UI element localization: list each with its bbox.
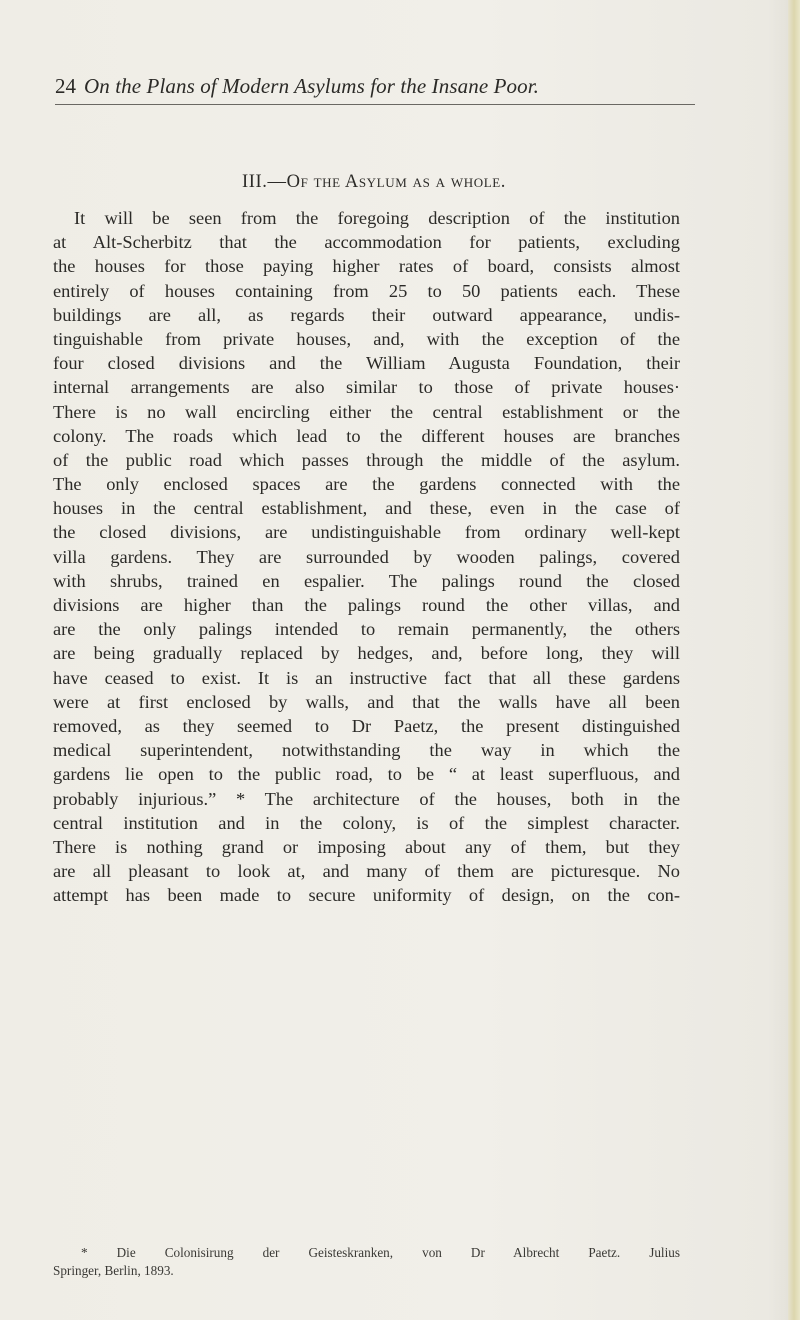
text-line: have ceased to exist. It is an instructive fact that all these gardens: [53, 667, 680, 688]
footnote: [53, 1244, 680, 1280]
text-line: gardens lie open to the public road, to be “ at least superfluous, and: [53, 764, 680, 785]
section-heading: III.—Of the Asylum as a whole.: [242, 172, 506, 192]
text-line: internal arrangements are also similar to those of private houses·: [53, 377, 680, 398]
text-line: are the only palings intended to remain permanently, the others: [53, 619, 680, 640]
text-line: villa gardens. They are surrounded by wooden palings, covered: [53, 546, 680, 567]
text-line: entirely of houses containing from 25 to 50 patients each. These: [53, 280, 680, 301]
text-line: of the public road which passes through the middle of the asylum.: [53, 449, 680, 470]
text-line: It will be seen from the foregoing description of the institution: [74, 208, 680, 228]
text-line: medical superintendent, notwithstanding the way in which the: [53, 740, 680, 761]
text-line: four closed divisions and the William Augusta Foundation, their: [53, 353, 680, 374]
text-line: tinguishable from private houses, and, with the exception of the: [53, 328, 680, 349]
running-title: On the Plans of Modern Asylums for the Insane Poor.: [84, 74, 540, 98]
text-line: There is no wall encircling either the central establishment or the: [53, 401, 680, 422]
text-line: central institution and in the colony, is of the simplest character.: [53, 812, 680, 833]
text-line: are being gradually replaced by hedges, and, before long, they will: [53, 643, 680, 664]
text-line: There is nothing grand or imposing about any of them, but they: [53, 836, 680, 857]
footnote-line: Springer, Berlin, 1893.: [53, 1263, 174, 1278]
text-line: the houses for those paying higher rates of board, consists almost: [53, 256, 680, 277]
text-line: divisions are higher than the palings round the other villas, and: [53, 595, 680, 615]
running-header: [55, 74, 695, 105]
text-line: houses in the central establishment, and these, even in the case of: [53, 498, 680, 519]
text-line: with shrubs, trained en espalier. The palings round the closed: [53, 570, 680, 591]
text-line: attempt has been made to secure uniformity of design, on the con-: [53, 885, 680, 906]
footnote-line: * Die Colonisirung der Geisteskranken, von Dr Albrecht Paetz. Julius: [81, 1245, 680, 1260]
text-line: removed, as they seemed to Dr Paetz, the present distinguished: [53, 715, 680, 736]
text-line: the closed divisions, are undistinguishable from ordinary well-kept: [53, 522, 680, 543]
text-line: at Alt-Scherbitz that the accommodation for patients, excluding: [53, 232, 680, 253]
text-line: were at first enclosed by walls, and that the walls have all been: [53, 691, 680, 712]
body-paragraph: [53, 206, 680, 907]
page-number: 24: [55, 74, 76, 98]
text-line: colony. The roads which lead to the different houses are branches: [53, 425, 680, 446]
text-line: The only enclosed spaces are the gardens connected with the: [53, 474, 680, 495]
page-edge: [788, 0, 800, 1320]
text-line: buildings are all, as regards their outward appearance, undis-: [53, 304, 680, 325]
text-line: probably injurious.” * The architecture of the houses, both in the: [53, 788, 680, 809]
text-line: are all pleasant to look at, and many of them are picturesque. No: [53, 861, 680, 882]
